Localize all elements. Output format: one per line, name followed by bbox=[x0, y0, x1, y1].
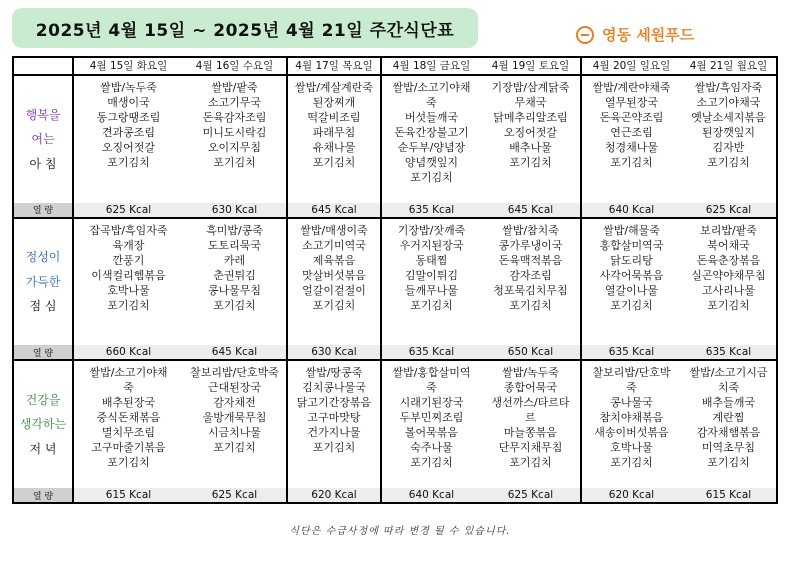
menu-item: 콩나물무침 bbox=[207, 283, 262, 297]
menu-cell bbox=[73, 75, 183, 203]
menu-item: 찰보리밥/단호박죽 bbox=[190, 366, 279, 380]
brand-name: 영동 세원푸드 bbox=[602, 26, 695, 44]
menu-item: 미역초무침 bbox=[701, 441, 756, 455]
header-corner bbox=[13, 57, 73, 75]
kcal-value: 630 Kcal bbox=[287, 345, 381, 360]
menu-item: 포기김치 bbox=[610, 298, 653, 312]
menu-item: 고구마맛탕 bbox=[307, 411, 361, 425]
menu-item: 쌀밥/해물죽 bbox=[603, 223, 660, 237]
menu-item: 배추들깨국 bbox=[701, 396, 756, 410]
menu-item: 포기김치 bbox=[509, 456, 552, 470]
menu-item: 포기김치 bbox=[410, 170, 453, 184]
menu-item: 홍합살미역국 bbox=[599, 238, 664, 252]
kcal-value: 645 Kcal bbox=[183, 345, 287, 360]
menu-item: 고사리나물 bbox=[701, 283, 756, 297]
menu-item: 배추된장국 bbox=[101, 396, 156, 410]
kcal-label: 열 량 bbox=[13, 345, 73, 360]
menu-item: 죽 bbox=[626, 381, 637, 395]
kcal-row bbox=[13, 488, 777, 503]
menu-item: 잡곡밥/흑임자죽 bbox=[89, 223, 168, 237]
menu-item: 건가지나물 bbox=[307, 426, 361, 440]
menu-item: 닭고기간장볶음 bbox=[296, 396, 372, 410]
menu-cell bbox=[183, 360, 287, 488]
kcal-value: 650 Kcal bbox=[481, 345, 581, 360]
menu-item: 얼갈이겉절이 bbox=[302, 283, 366, 297]
menu-cell bbox=[287, 360, 381, 488]
menu-item: 도토리묵국 bbox=[207, 238, 262, 252]
menu-item: 견과콩조림 bbox=[101, 125, 156, 139]
menu-item: 김자반 bbox=[712, 140, 745, 154]
menu-item: 우거지된장국 bbox=[399, 238, 464, 252]
menu-item: 실곤약야채무침 bbox=[691, 268, 766, 282]
menu-item: 보리밥/팥죽 bbox=[700, 223, 757, 237]
menu-cell bbox=[287, 218, 381, 346]
menu-item: 오징어젓갈 bbox=[101, 140, 156, 154]
menu-item: 시래기된장국 bbox=[399, 396, 464, 410]
kcal-value: 625 Kcal bbox=[481, 488, 581, 503]
menu-cell bbox=[681, 218, 777, 346]
menu-item: 버섯들깨국 bbox=[404, 110, 459, 124]
menu-item: 시금치나물 bbox=[207, 426, 262, 440]
menu-item: 배추나물 bbox=[509, 140, 552, 154]
menu-item: 양념깻잎지 bbox=[404, 155, 459, 169]
menu-item: 열갈이나물 bbox=[604, 283, 659, 297]
kcal-value: 635 Kcal bbox=[681, 345, 777, 360]
menu-item: 단무지채무침 bbox=[498, 441, 563, 455]
meal-label-line: 저 녁 bbox=[29, 442, 57, 456]
menu-item: 맛살버섯볶음 bbox=[302, 268, 366, 282]
menu-item: 포기김치 bbox=[410, 298, 453, 312]
menu-item: 포기김치 bbox=[312, 441, 356, 455]
menu-item: 쌀밥/녹두죽 bbox=[100, 80, 157, 94]
menu-item: 중식돈채볶음 bbox=[96, 411, 161, 425]
menu-item: 죽 bbox=[123, 381, 134, 395]
menu-item: 순두부/양념장 bbox=[397, 140, 466, 154]
menu-cell bbox=[481, 218, 581, 346]
menu-item: 찰보리밥/단호박 bbox=[592, 366, 671, 380]
menu-item: 마늘쫑볶음 bbox=[503, 426, 558, 440]
menu-item: 유채나물 bbox=[312, 140, 356, 154]
meal-row bbox=[13, 75, 777, 203]
menu-item: 두부민찌조림 bbox=[399, 411, 464, 425]
kcal-value: 630 Kcal bbox=[183, 203, 287, 218]
menu-item: 오이지무침 bbox=[207, 140, 262, 154]
footer-note: 식단은 수급사정에 따라 변경 될 수 있습니다. bbox=[289, 526, 511, 537]
kcal-value: 635 Kcal bbox=[581, 345, 681, 360]
menu-item: 쌀밥/흑임자죽 bbox=[694, 80, 763, 94]
menu-item: 춘권튀김 bbox=[213, 268, 256, 282]
menu-item: 계란찜 bbox=[712, 411, 745, 425]
kcal-value: 660 Kcal bbox=[73, 345, 183, 360]
menu-item: 포기김치 bbox=[213, 155, 256, 169]
kcal-value: 615 Kcal bbox=[681, 488, 777, 503]
kcal-value: 635 Kcal bbox=[381, 345, 481, 360]
menu-item: 기장밥/삼계닭죽 bbox=[491, 80, 570, 94]
menu-item: 콩나물국 bbox=[610, 396, 653, 410]
weekly-menu-table bbox=[12, 56, 776, 504]
menu-item: 울방개묵무침 bbox=[202, 411, 267, 425]
menu-item: 동태찜 bbox=[415, 253, 448, 267]
menu-item: 감자채햄볶음 bbox=[696, 426, 761, 440]
kcal-value: 625 Kcal bbox=[681, 203, 777, 218]
menu-cell bbox=[481, 75, 581, 203]
menu-cell bbox=[581, 360, 681, 488]
menu-item: 무채국 bbox=[514, 95, 547, 109]
menu-item: 사각어묵볶음 bbox=[599, 268, 664, 282]
kcal-label: 열 량 bbox=[13, 488, 73, 503]
kcal-value: 625 Kcal bbox=[73, 203, 183, 218]
menu-item: 근대된장국 bbox=[207, 381, 262, 395]
menu-item: 감자조림 bbox=[509, 268, 552, 282]
menu-cell bbox=[381, 360, 481, 488]
menu-cell bbox=[481, 360, 581, 488]
menu-item: 포기김치 bbox=[610, 456, 653, 470]
menu-item: 소고기야채국 bbox=[696, 95, 761, 109]
menu-item: 멸치무조림 bbox=[101, 426, 156, 440]
menu-item: 포기김치 bbox=[707, 155, 750, 169]
menu-item: 포기김치 bbox=[410, 456, 453, 470]
menu-item: 새송이버섯볶음 bbox=[594, 426, 669, 440]
meal-label-line: 생각하는 bbox=[19, 417, 67, 432]
menu-item: 닭도리탕 bbox=[610, 253, 653, 267]
menu-item: 이색컬리헴볶음 bbox=[91, 268, 166, 282]
menu-item: 청경채나물 bbox=[604, 140, 659, 154]
menu-cell bbox=[381, 75, 481, 203]
menu-item: 콩가루냉이국 bbox=[498, 238, 563, 252]
meal-label-line: 여는 bbox=[31, 132, 55, 147]
menu-item: 파래무침 bbox=[312, 125, 356, 139]
menu-item: 쌀밥/참치죽 bbox=[502, 223, 559, 237]
kcal-value: 645 Kcal bbox=[287, 203, 381, 218]
menu-item: 포기김치 bbox=[213, 441, 256, 455]
menu-item: 쌀밥/녹두죽 bbox=[502, 366, 559, 380]
menu-item: 쌀밥/홍합살미역 bbox=[392, 366, 471, 380]
menu-cell bbox=[183, 75, 287, 203]
menu-item: 떡갈비조림 bbox=[307, 110, 361, 124]
menu-item: 된장깻잎지 bbox=[701, 125, 756, 139]
menu-item: 김말이튀김 bbox=[404, 268, 459, 282]
menu-item: 포기김치 bbox=[509, 298, 552, 312]
menu-cell bbox=[73, 360, 183, 488]
menu-cell bbox=[681, 360, 777, 488]
menu-item: 호박나물 bbox=[107, 283, 150, 297]
menu-item: 포기김치 bbox=[610, 155, 653, 169]
menu-item: 김치콩나물국 bbox=[302, 381, 366, 395]
meal-row bbox=[13, 218, 777, 346]
menu-item: 육개장 bbox=[112, 238, 145, 252]
menu-item: 제육볶음 bbox=[312, 253, 356, 267]
menu-item: 죽 bbox=[426, 381, 437, 395]
meal-label-line: 행복을 bbox=[25, 107, 61, 122]
meal-label-line: 정성이 bbox=[25, 250, 61, 265]
kcal-value: 620 Kcal bbox=[287, 488, 381, 503]
menu-item: 닭메추리알조림 bbox=[493, 110, 568, 124]
menu-item: 쌀밥/소고기야채 bbox=[89, 366, 168, 380]
menu-item: 연근조림 bbox=[610, 125, 653, 139]
kcal-value: 615 Kcal bbox=[73, 488, 183, 503]
menu-item: 매생이국 bbox=[107, 95, 150, 109]
page-title bbox=[12, 8, 478, 48]
meal-label bbox=[13, 218, 73, 346]
menu-item: 소고기미역국 bbox=[302, 238, 366, 252]
menu-item: 쌀밥/매생이죽 bbox=[300, 223, 368, 237]
menu-item: 호박나물 bbox=[610, 441, 653, 455]
menu-cell bbox=[681, 75, 777, 203]
menu-item: 숙주나물 bbox=[410, 441, 453, 455]
menu-item: 흑미밥/콩죽 bbox=[206, 223, 263, 237]
kcal-value: 635 Kcal bbox=[381, 203, 481, 218]
header-row bbox=[13, 57, 777, 75]
menu-cell bbox=[381, 218, 481, 346]
menu-item: 치죽 bbox=[717, 381, 740, 395]
kcal-value: 645 Kcal bbox=[481, 203, 581, 218]
kcal-value: 620 Kcal bbox=[581, 488, 681, 503]
kcal-row bbox=[13, 345, 777, 360]
menu-item: 고구마줄기볶음 bbox=[91, 441, 166, 455]
menu-item: 참치야채볶음 bbox=[599, 411, 664, 425]
title-text: 2025년 4월 15일 ~ 2025년 4월 21일 주간식단표 bbox=[35, 20, 455, 41]
menu-item: 죽 bbox=[426, 95, 437, 109]
menu-item: 생선까스/타르타 bbox=[491, 396, 570, 410]
menu-item: 포기김치 bbox=[707, 456, 750, 470]
menu-item: 포기김치 bbox=[107, 155, 150, 169]
menu-item: 포기김치 bbox=[213, 298, 256, 312]
menu-item: 포기김치 bbox=[107, 298, 150, 312]
day-header: 4월 20일 일요일 bbox=[581, 57, 681, 75]
menu-item: 들깨무나물 bbox=[404, 283, 459, 297]
menu-item: 감자채전 bbox=[213, 396, 256, 410]
menu-item: 포기김치 bbox=[312, 155, 356, 169]
day-header: 4월 18일 금요일 bbox=[381, 57, 481, 75]
menu-item: 종합어묵국 bbox=[503, 381, 558, 395]
day-header: 4월 16일 수요일 bbox=[183, 57, 287, 75]
menu-item: 북어채국 bbox=[707, 238, 750, 252]
menu-item: 돈육춘장볶음 bbox=[696, 253, 761, 267]
meal-row bbox=[13, 360, 777, 488]
menu-item: 미니도시락김 bbox=[202, 125, 267, 139]
menu-item: 포기김치 bbox=[312, 298, 356, 312]
menu-cell bbox=[287, 75, 381, 203]
menu-item: 된장찌개 bbox=[312, 95, 356, 109]
menu-item: 포기김치 bbox=[107, 456, 150, 470]
menu-item: 소고기무국 bbox=[207, 95, 262, 109]
menu-item: 쌀밥/계살계란죽 bbox=[294, 80, 374, 94]
menu-cell bbox=[581, 218, 681, 346]
menu-item: 포기김치 bbox=[707, 298, 750, 312]
day-header: 4월 15일 화요일 bbox=[73, 57, 183, 75]
menu-item: 동그랑땡조림 bbox=[96, 110, 161, 124]
menu-item: 돈육감자조림 bbox=[202, 110, 267, 124]
menu-item: 열무된장국 bbox=[604, 95, 659, 109]
meal-label bbox=[13, 75, 73, 203]
brand-logo-icon bbox=[576, 26, 594, 44]
meal-label-line: 아 침 bbox=[29, 156, 57, 171]
kcal-value: 640 Kcal bbox=[581, 203, 681, 218]
meal-label-line: 가득한 bbox=[25, 274, 61, 289]
kcal-value: 640 Kcal bbox=[381, 488, 481, 503]
menu-item: 기장밥/잣깨죽 bbox=[397, 223, 466, 237]
menu-item: 볼어묵볶음 bbox=[404, 426, 459, 440]
menu-item: 돈육맥적볶음 bbox=[498, 253, 563, 267]
menu-item: 포기김치 bbox=[509, 155, 552, 169]
meal-label-line: 건강을 bbox=[25, 392, 61, 407]
menu-item: 카레 bbox=[223, 253, 246, 267]
day-header: 4월 21일 월요일 bbox=[681, 57, 777, 75]
menu-item: 쌀밥/소고기야채 bbox=[392, 80, 471, 94]
menu-cell bbox=[581, 75, 681, 203]
menu-item: 쌀밥/계란야채죽 bbox=[592, 80, 671, 94]
brand bbox=[576, 24, 694, 45]
kcal-value: 625 Kcal bbox=[183, 488, 287, 503]
menu-item: 쌀밥/소고기시금 bbox=[689, 366, 768, 380]
menu-item: 돈육곤약조림 bbox=[599, 110, 664, 124]
menu-item: 쌀밥/땅콩죽 bbox=[305, 366, 363, 380]
menu-item: 청포묵김치무침 bbox=[493, 283, 568, 297]
menu-item: 깐풍기 bbox=[112, 253, 145, 267]
menu-item: 돈육간장불고기 bbox=[394, 125, 469, 139]
day-header: 4월 17일 목요일 bbox=[287, 57, 381, 75]
menu-cell bbox=[73, 218, 183, 346]
meal-label-line: 점 심 bbox=[29, 299, 57, 314]
meal-label bbox=[13, 360, 73, 488]
menu-item: 오징어젓갈 bbox=[503, 125, 558, 139]
day-header: 4월 19일 토요일 bbox=[481, 57, 581, 75]
menu-item: 쌀밥/팥죽 bbox=[211, 80, 258, 94]
menu-item: 르 bbox=[525, 411, 536, 425]
menu-item: 옛날소세지볶음 bbox=[691, 110, 766, 124]
kcal-label: 열 량 bbox=[13, 203, 73, 218]
menu-cell bbox=[183, 218, 287, 346]
kcal-row bbox=[13, 203, 777, 218]
